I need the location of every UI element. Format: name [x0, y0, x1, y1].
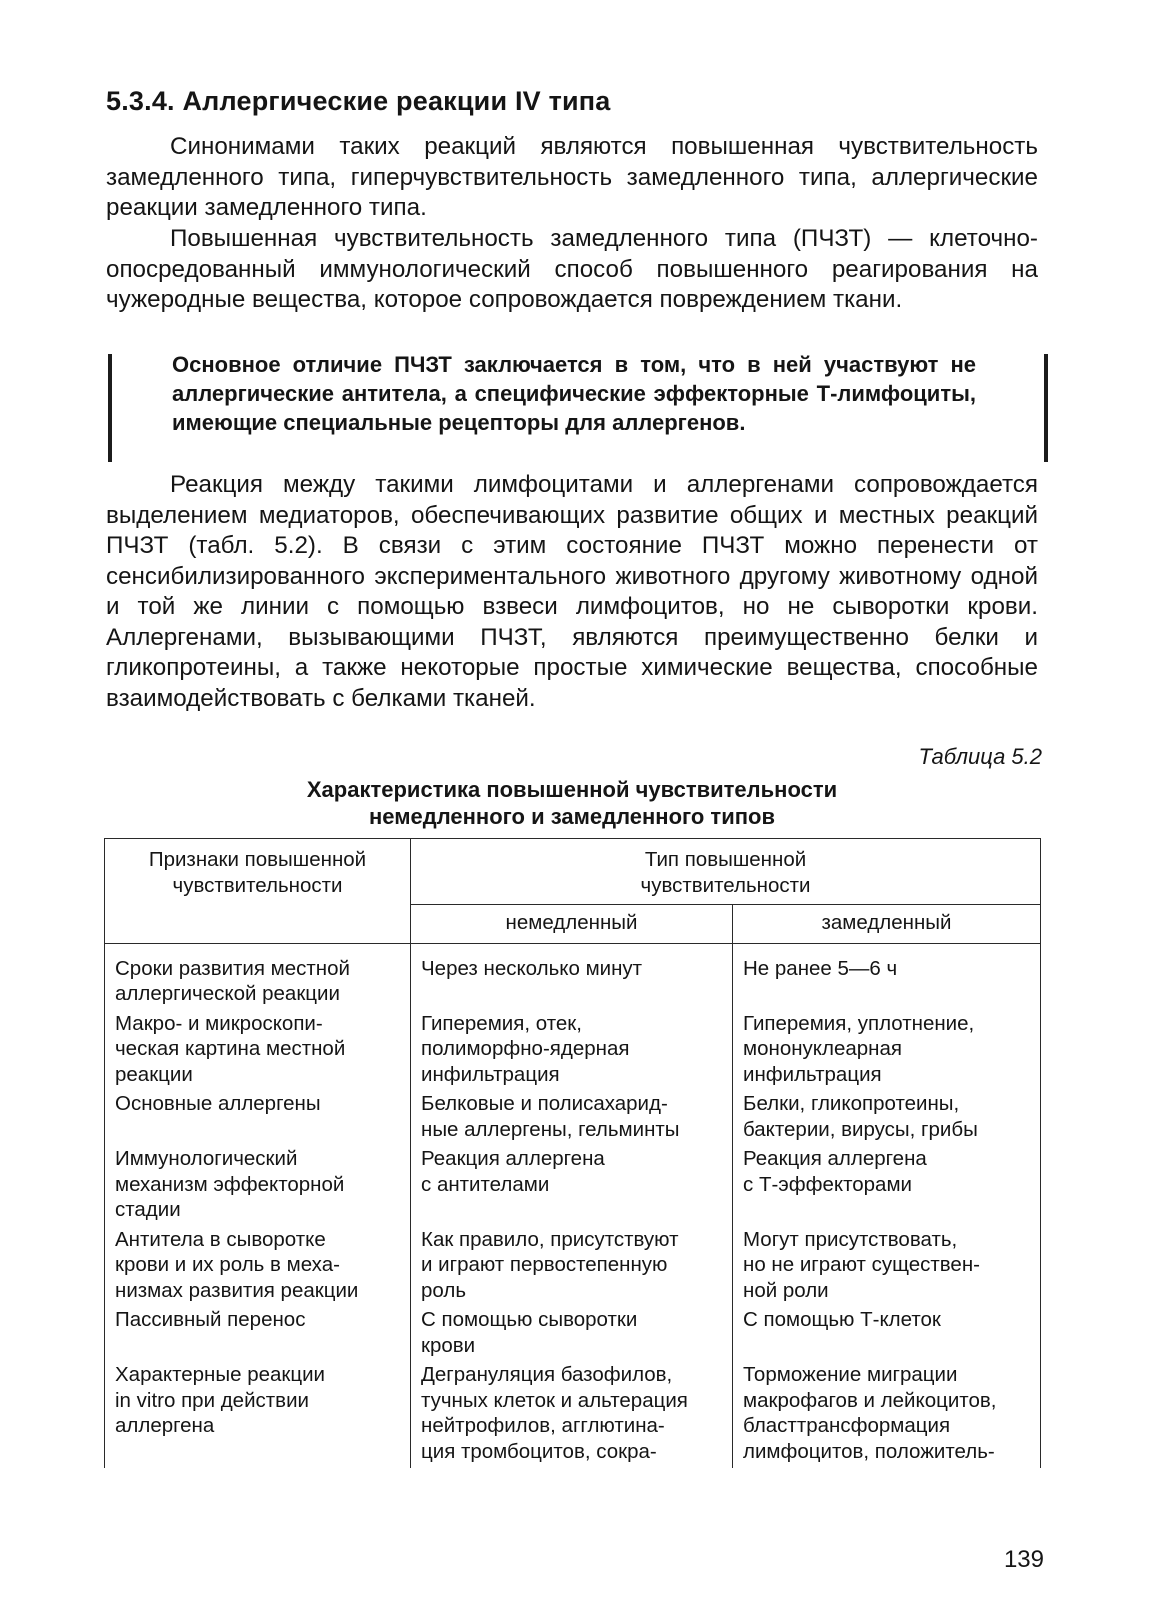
paragraph-definition-text: Повышенная чувствительность замедленного типа (ПЧЗТ) — клеточно-опосредованный иммунологический способ повышенного реагирования на чужеродные вещества, которое сопровождается повреждением ткани.	[106, 225, 1038, 313]
row-feature: Основные аллергены	[105, 1091, 411, 1146]
row-immediate: Гиперемия, отек, полиморфно-ядерная инфильтрация	[411, 1011, 733, 1092]
table-row	[105, 1227, 1041, 1308]
highlight-box	[106, 350, 1052, 468]
paragraph-definition	[106, 224, 1038, 316]
row-feature: Иммунологический механизм эффекторной стадии	[105, 1146, 411, 1227]
paragraph-mediators-text: Реакция между такими лимфоцитами и аллергенами сопровождается выделением медиаторов, обеспечивающих развитие общих и местных реакций ПЧЗТ (табл. 5.2). В связи с этим состояние ПЧЗТ можно перенести от сенсибилизированного экспериментального животного другому животному одной и той же линии с помощью взвеси лимфоцитов, но не сыворотки крови. Аллергенами, вызывающими ПЧЗТ, являются преимущественно белки и гликопротеины, а также некоторые простые химические вещества, способные взаимодействовать с белками тканей.	[106, 471, 1038, 712]
table-row	[105, 1307, 1041, 1362]
row-immediate: Через несколько минут	[411, 943, 733, 1011]
row-delayed: Реакция аллергена с Т-эффекторами	[733, 1146, 1041, 1227]
row-feature: Характерные реакции in vitro при действии аллергена	[105, 1362, 411, 1468]
table-row	[105, 1091, 1041, 1146]
row-feature: Макро- и микроскопи- ческая картина местной реакции	[105, 1011, 411, 1092]
highlight-text: Основное отличие ПЧЗТ заключается в том, что в ней участвуют не аллергические антитела, а специфические эффекторные Т-лимфоциты, имеющие специальные рецепторы для аллергенов.	[172, 352, 976, 435]
row-delayed: Гиперемия, уплотнение, мононуклеарная инфильтрация	[733, 1011, 1041, 1092]
row-delayed: Не ранее 5—6 ч	[733, 943, 1041, 1011]
row-feature: Антитела в сыворотке крови и их роль в меха- низмах развития реакции	[105, 1227, 411, 1308]
paragraph-mediators	[106, 470, 1038, 714]
row-delayed: Торможение миграции макрофагов и лейкоцитов, бласттрансформация лимфоцитов, положитель-	[733, 1362, 1041, 1468]
highlight-bar-right	[1044, 354, 1048, 462]
table-title	[106, 776, 1038, 830]
header-immediate: немедленный	[411, 905, 733, 944]
table-title-line1: Характеристика повышенной чувствительности	[306, 777, 838, 802]
row-delayed: Могут присутствовать, но не играют существен- ной роли	[733, 1227, 1041, 1308]
comparison-table	[104, 838, 1041, 1468]
row-feature: Сроки развития местной аллергической реакции	[105, 943, 411, 1011]
row-immediate: С помощью сыворотки крови	[411, 1307, 733, 1362]
row-delayed: Белки, гликопротеины, бактерии, вирусы, грибы	[733, 1091, 1041, 1146]
header-type-group: Тип повышенной чувствительности	[411, 839, 1041, 905]
table-number: Таблица 5.2	[918, 744, 1042, 769]
table-title-line2: немедленного и замедленного типов	[369, 804, 775, 829]
row-immediate: Белковые и полисахарид- ные аллергены, гельминты	[411, 1091, 733, 1146]
section-heading: 5.3.4. Аллергические реакции IV типа	[106, 86, 611, 116]
row-immediate: Реакция аллергена с антителами	[411, 1146, 733, 1227]
highlight-bar-left	[108, 354, 112, 462]
header-delayed: замедленный	[733, 905, 1041, 944]
table-row	[105, 1011, 1041, 1092]
header-features: Признаки повышенной чувствительности	[105, 839, 411, 944]
page-number: 139	[1003, 1546, 1044, 1573]
table-row	[105, 1146, 1041, 1227]
row-feature: Пассивный перенос	[105, 1307, 411, 1362]
table-row	[105, 1362, 1041, 1468]
paragraph-synonyms	[106, 132, 1038, 224]
paragraph-synonyms-text: Синонимами таких реакций являются повышенная чувствительность замедленного типа, гиперчувствительность замедленного типа, аллергические реакции замедленного типа.	[106, 133, 1038, 221]
row-delayed: С помощью Т-клеток	[733, 1307, 1041, 1362]
table-row	[105, 943, 1041, 1011]
row-immediate: Как правило, присутствуют и играют первостепенную роль	[411, 1227, 733, 1308]
row-immediate: Дегрануляция базофилов, тучных клеток и альтерация нейтрофилов, агглютина- ция тромбоцитов, сокра-	[411, 1362, 733, 1468]
